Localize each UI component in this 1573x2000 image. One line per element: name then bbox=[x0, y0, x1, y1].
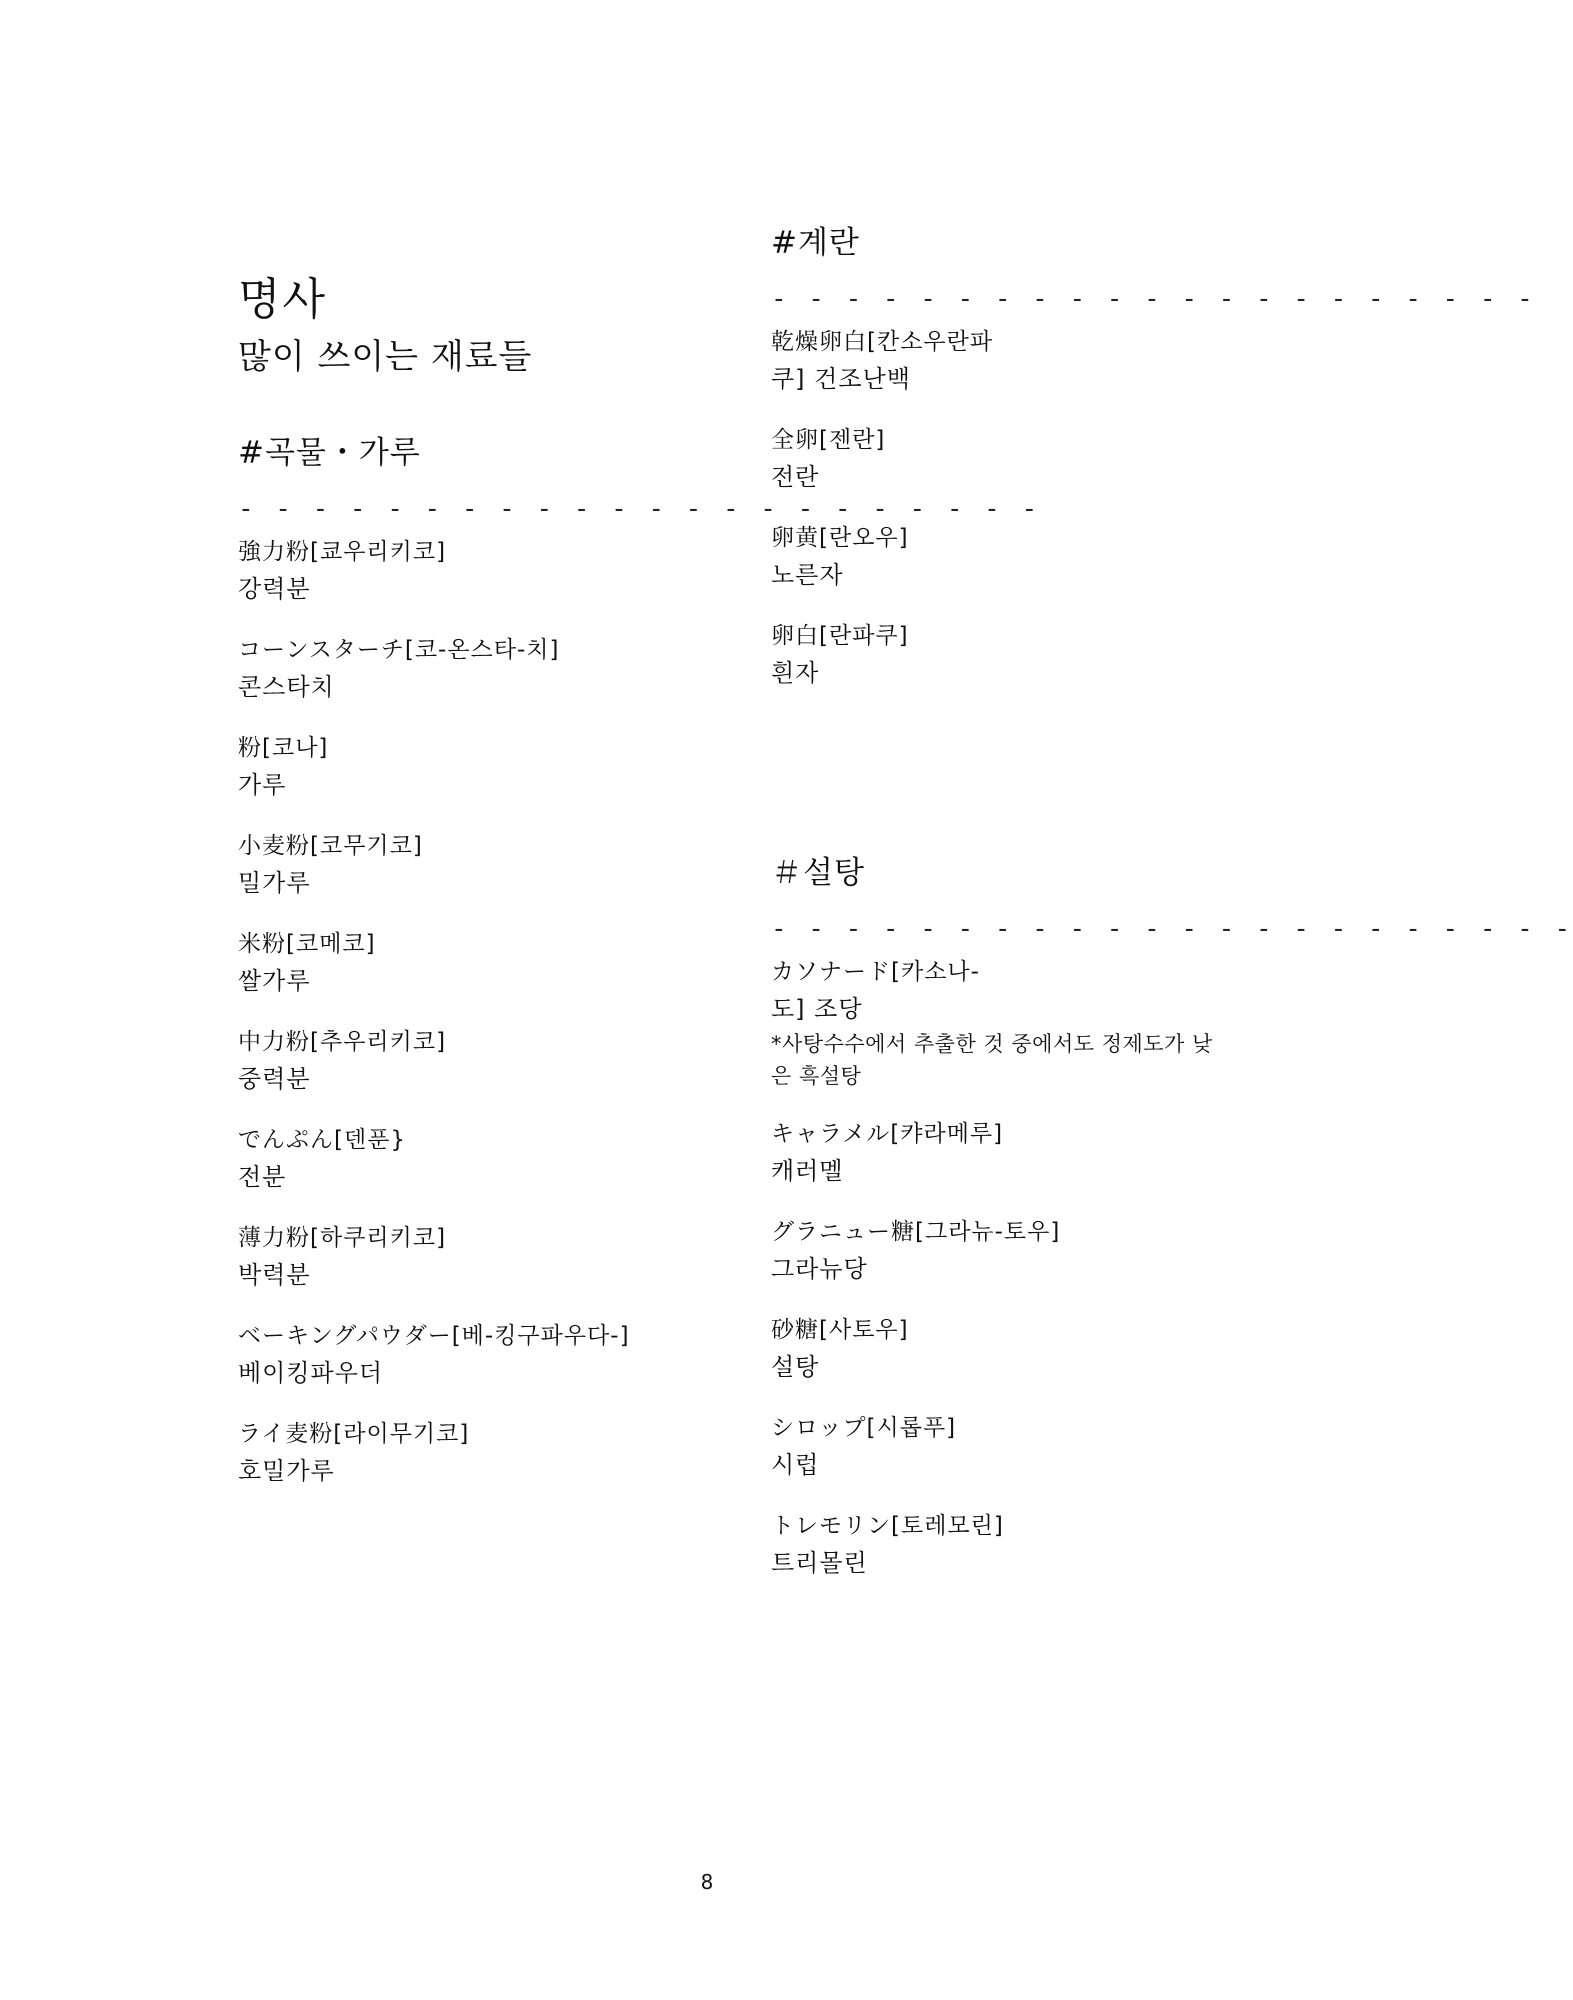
page-number: 8 bbox=[700, 1870, 714, 1894]
entry-meaning: 가루 bbox=[238, 771, 287, 799]
vocab-entry bbox=[238, 828, 678, 902]
entry-meaning: 노른자 bbox=[771, 561, 844, 589]
right-column bbox=[771, 222, 1573, 1606]
vocab-entry bbox=[238, 1122, 678, 1196]
entry-meaning: 베이킹파우더 bbox=[238, 1359, 384, 1387]
entry-term: 薄力粉[하쿠리키코] bbox=[238, 1225, 447, 1251]
entry-term: カソナード[카소나- bbox=[771, 959, 980, 985]
entry-meaning: 박력분 bbox=[238, 1261, 311, 1289]
entry-term: 粉[코나] bbox=[238, 735, 329, 761]
vocab-entry bbox=[238, 1416, 678, 1490]
vocab-entry bbox=[771, 618, 1231, 692]
vocab-entry bbox=[771, 1116, 1231, 1190]
section-divider: - - - - - - - - - - - - - - - - - - - - - - bbox=[238, 494, 1041, 524]
entry-meaning: 캐러멜 bbox=[771, 1157, 844, 1185]
egg-section bbox=[771, 222, 1536, 692]
page-title: 명사 bbox=[238, 274, 328, 325]
vocab-entry bbox=[238, 534, 678, 608]
vocab-entry bbox=[771, 520, 1231, 594]
entry-meaning: 호밀가루 bbox=[238, 1457, 335, 1485]
vocab-entry bbox=[238, 1318, 678, 1392]
entry-term: ライ麦粉[라이무기코] bbox=[238, 1421, 470, 1447]
vocab-entry bbox=[771, 954, 1231, 1092]
vocab-entry bbox=[771, 324, 1231, 398]
sugar-section bbox=[771, 852, 1573, 1582]
entry-term: 強力粉[쿄우리키코] bbox=[238, 539, 447, 565]
entry-meaning: 흰자 bbox=[771, 659, 820, 687]
section-divider: - - - - - - - - - - - - - - - - - - - - - - bbox=[771, 914, 1573, 944]
entry-meaning: 밀가루 bbox=[238, 869, 311, 897]
vocab-entry bbox=[771, 1312, 1231, 1386]
entry-term: ベーキングパウダー[베-킹구파우다-] bbox=[238, 1323, 630, 1349]
vocab-entry bbox=[771, 1508, 1231, 1582]
section-heading-sugar: ＃설탕 bbox=[771, 855, 865, 891]
section-heading-egg: #계란 bbox=[771, 225, 860, 261]
entry-term: 乾燥卵白[칸소우란파 bbox=[771, 329, 994, 355]
page-subtitle: 많이 쓰이는 재료들 bbox=[238, 337, 533, 377]
vocab-entry bbox=[771, 1410, 1231, 1484]
entry-meaning: 그라뉴당 bbox=[771, 1255, 868, 1283]
vocab-entry bbox=[238, 632, 678, 706]
entry-meaning: 트리몰린 bbox=[771, 1549, 868, 1577]
entry-meaning: 쌀가루 bbox=[238, 967, 311, 995]
entry-meaning: 시럽 bbox=[771, 1451, 820, 1479]
entry-term: 卵白[란파쿠] bbox=[771, 623, 909, 649]
entry-term: 全卵[젠란] bbox=[771, 427, 886, 453]
vocab-entry bbox=[238, 926, 678, 1000]
vocab-entry bbox=[238, 730, 678, 804]
vocab-entry bbox=[771, 422, 1231, 496]
vocab-entry bbox=[238, 1024, 678, 1098]
vocab-entry bbox=[238, 1220, 678, 1294]
entry-term: 小麦粉[코무기코] bbox=[238, 833, 423, 859]
entry-meaning: 설탕 bbox=[771, 1353, 820, 1381]
entry-term: 卵黄[란오우] bbox=[771, 525, 909, 551]
entry-meaning: 콘스타치 bbox=[238, 673, 335, 701]
entry-term: キャラメル[캬라메루] bbox=[771, 1121, 1004, 1147]
entry-term: 砂糖[사토우] bbox=[771, 1317, 909, 1343]
entry-term: シロップ[시롭푸] bbox=[771, 1415, 957, 1441]
entry-meaning: 도] 조당 bbox=[771, 995, 863, 1023]
entry-term: グラニュー糖[그라뉴-토우] bbox=[771, 1219, 1061, 1245]
entry-term: 米粉[코메코] bbox=[238, 931, 376, 957]
entry-term: 中力粉[추우리키코] bbox=[238, 1029, 447, 1055]
entry-term: でんぷん[덴푼} bbox=[238, 1127, 407, 1153]
entry-meaning: 쿠] 건조난백 bbox=[771, 365, 911, 393]
vocab-entry bbox=[771, 1214, 1231, 1288]
entry-meaning: 중력분 bbox=[238, 1065, 311, 1093]
entry-note: *사탕수수에서 추출한 것 중에서도 정제도가 낮은 흑설탕 bbox=[771, 1032, 1213, 1088]
entry-term: コーンスターチ[코-온스타-치] bbox=[238, 637, 560, 663]
entry-meaning: 전란 bbox=[771, 463, 820, 491]
entry-meaning: 전분 bbox=[238, 1163, 287, 1191]
section-heading-grain: #곡물・가루 bbox=[238, 435, 421, 471]
entry-term: トレモリン[토레모린] bbox=[771, 1513, 1004, 1539]
entry-meaning: 강력분 bbox=[238, 575, 311, 603]
section-divider: - - - - - - - - - - - - - - - - - - - - - bbox=[771, 284, 1536, 314]
